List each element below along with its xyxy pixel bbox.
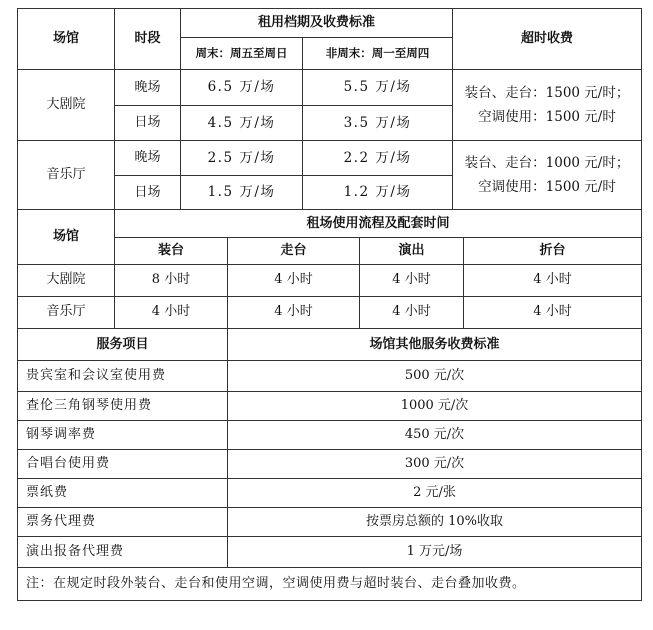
- weekday-fee-cell: 1.2 万/场: [303, 176, 453, 210]
- service-fee-cell: 1 万元/场: [228, 537, 642, 568]
- service-item-cell: 票务代理费: [18, 508, 228, 537]
- header-weekday: 非周末：周一至周四: [303, 38, 453, 70]
- header-setup: 装台: [115, 237, 228, 264]
- weekend-fee-cell: 6.5 万/场: [181, 70, 303, 106]
- duration-cell: 4 小时: [360, 296, 464, 328]
- venue-cell: 音乐厅: [18, 141, 115, 210]
- service-fee-cell: 2 元/张: [228, 479, 642, 508]
- table-row: [18, 479, 642, 508]
- table-row: [18, 450, 642, 479]
- overtime-line: 装台、走台：1500 元/时；: [464, 85, 630, 101]
- period-cell: 日场: [115, 176, 181, 210]
- service-item-cell: 钢琴调率费: [18, 421, 228, 450]
- overtime-cell: [453, 141, 642, 210]
- service-fee-cell: 按票房总额的 10%收取: [228, 508, 642, 537]
- table-row: [18, 264, 642, 296]
- period-cell: 日场: [115, 106, 181, 141]
- footnote: 注：在规定时段外装台、走台和使用空调，空调使用费与超时装台、走台叠加收费。: [18, 568, 642, 601]
- duration-cell: 8 小时: [115, 264, 228, 296]
- rental-fee-table: [17, 8, 642, 210]
- weekday-fee-cell: 2.2 万/场: [303, 141, 453, 176]
- duration-cell: 4 小时: [115, 296, 228, 328]
- weekend-fee-cell: 1.5 万/场: [181, 176, 303, 210]
- venue-cell: 大剧院: [18, 70, 115, 141]
- usage-time-table: [17, 210, 642, 329]
- period-cell: 晚场: [115, 70, 181, 106]
- service-item-cell: 查伦三角钢琴使用费: [18, 392, 228, 421]
- service-fee-cell: 1000 元/次: [228, 392, 642, 421]
- table-row: [18, 296, 642, 328]
- table-row: [18, 508, 642, 537]
- header-performance: 演出: [360, 237, 464, 264]
- overtime-cell: [453, 70, 642, 141]
- service-item-cell: 贵宾室和会议室使用费: [18, 361, 228, 392]
- table-row: [18, 392, 642, 421]
- service-item-cell: 票纸费: [18, 479, 228, 508]
- period-cell: 晚场: [115, 141, 181, 176]
- venue-cell: 音乐厅: [18, 296, 115, 328]
- header-teardown: 折台: [464, 237, 642, 264]
- duration-cell: 4 小时: [464, 296, 642, 328]
- header-period: 时段: [115, 9, 181, 70]
- header-usage-group: 租场使用流程及配套时间: [115, 210, 642, 237]
- overtime-line: 空调使用：1500 元/时: [478, 109, 616, 125]
- duration-cell: 4 小时: [360, 264, 464, 296]
- weekday-fee-cell: 5.5 万/场: [303, 70, 453, 106]
- overtime-line: 装台、走台：1000 元/时；: [464, 155, 630, 171]
- duration-cell: 4 小时: [464, 264, 642, 296]
- fee-schedule: [17, 8, 641, 601]
- weekday-fee-cell: 3.5 万/场: [303, 106, 453, 141]
- table-row: [18, 70, 642, 106]
- service-fee-cell: 450 元/次: [228, 421, 642, 450]
- header-venue: 场馆: [18, 9, 115, 70]
- header-rental-group: 租用档期及收费标准: [181, 9, 453, 38]
- header-rehearsal: 走台: [228, 237, 360, 264]
- service-fee-cell: 500 元/次: [228, 361, 642, 392]
- venue-cell: 大剧院: [18, 264, 115, 296]
- service-item-cell: 合唱台使用费: [18, 450, 228, 479]
- duration-cell: 4 小时: [228, 296, 360, 328]
- header-overtime: 超时收费: [453, 9, 642, 70]
- weekend-fee-cell: 4.5 万/场: [181, 106, 303, 141]
- service-fee-cell: 300 元/次: [228, 450, 642, 479]
- overtime-line: 空调使用：1500 元/时: [478, 179, 616, 195]
- header-service-fee: 场馆其他服务收费标准: [228, 329, 642, 361]
- service-fee-table: [17, 329, 642, 602]
- header-weekend: 周末：周五至周日: [181, 38, 303, 70]
- service-item-cell: 演出报备代理费: [18, 537, 228, 568]
- duration-cell: 4 小时: [228, 264, 360, 296]
- header-venue: 场馆: [18, 210, 115, 264]
- table-row: [18, 537, 642, 568]
- table-row: [18, 361, 642, 392]
- table-row: [18, 421, 642, 450]
- table-row: [18, 141, 642, 176]
- weekend-fee-cell: 2.5 万/场: [181, 141, 303, 176]
- header-service-item: 服务项目: [18, 329, 228, 361]
